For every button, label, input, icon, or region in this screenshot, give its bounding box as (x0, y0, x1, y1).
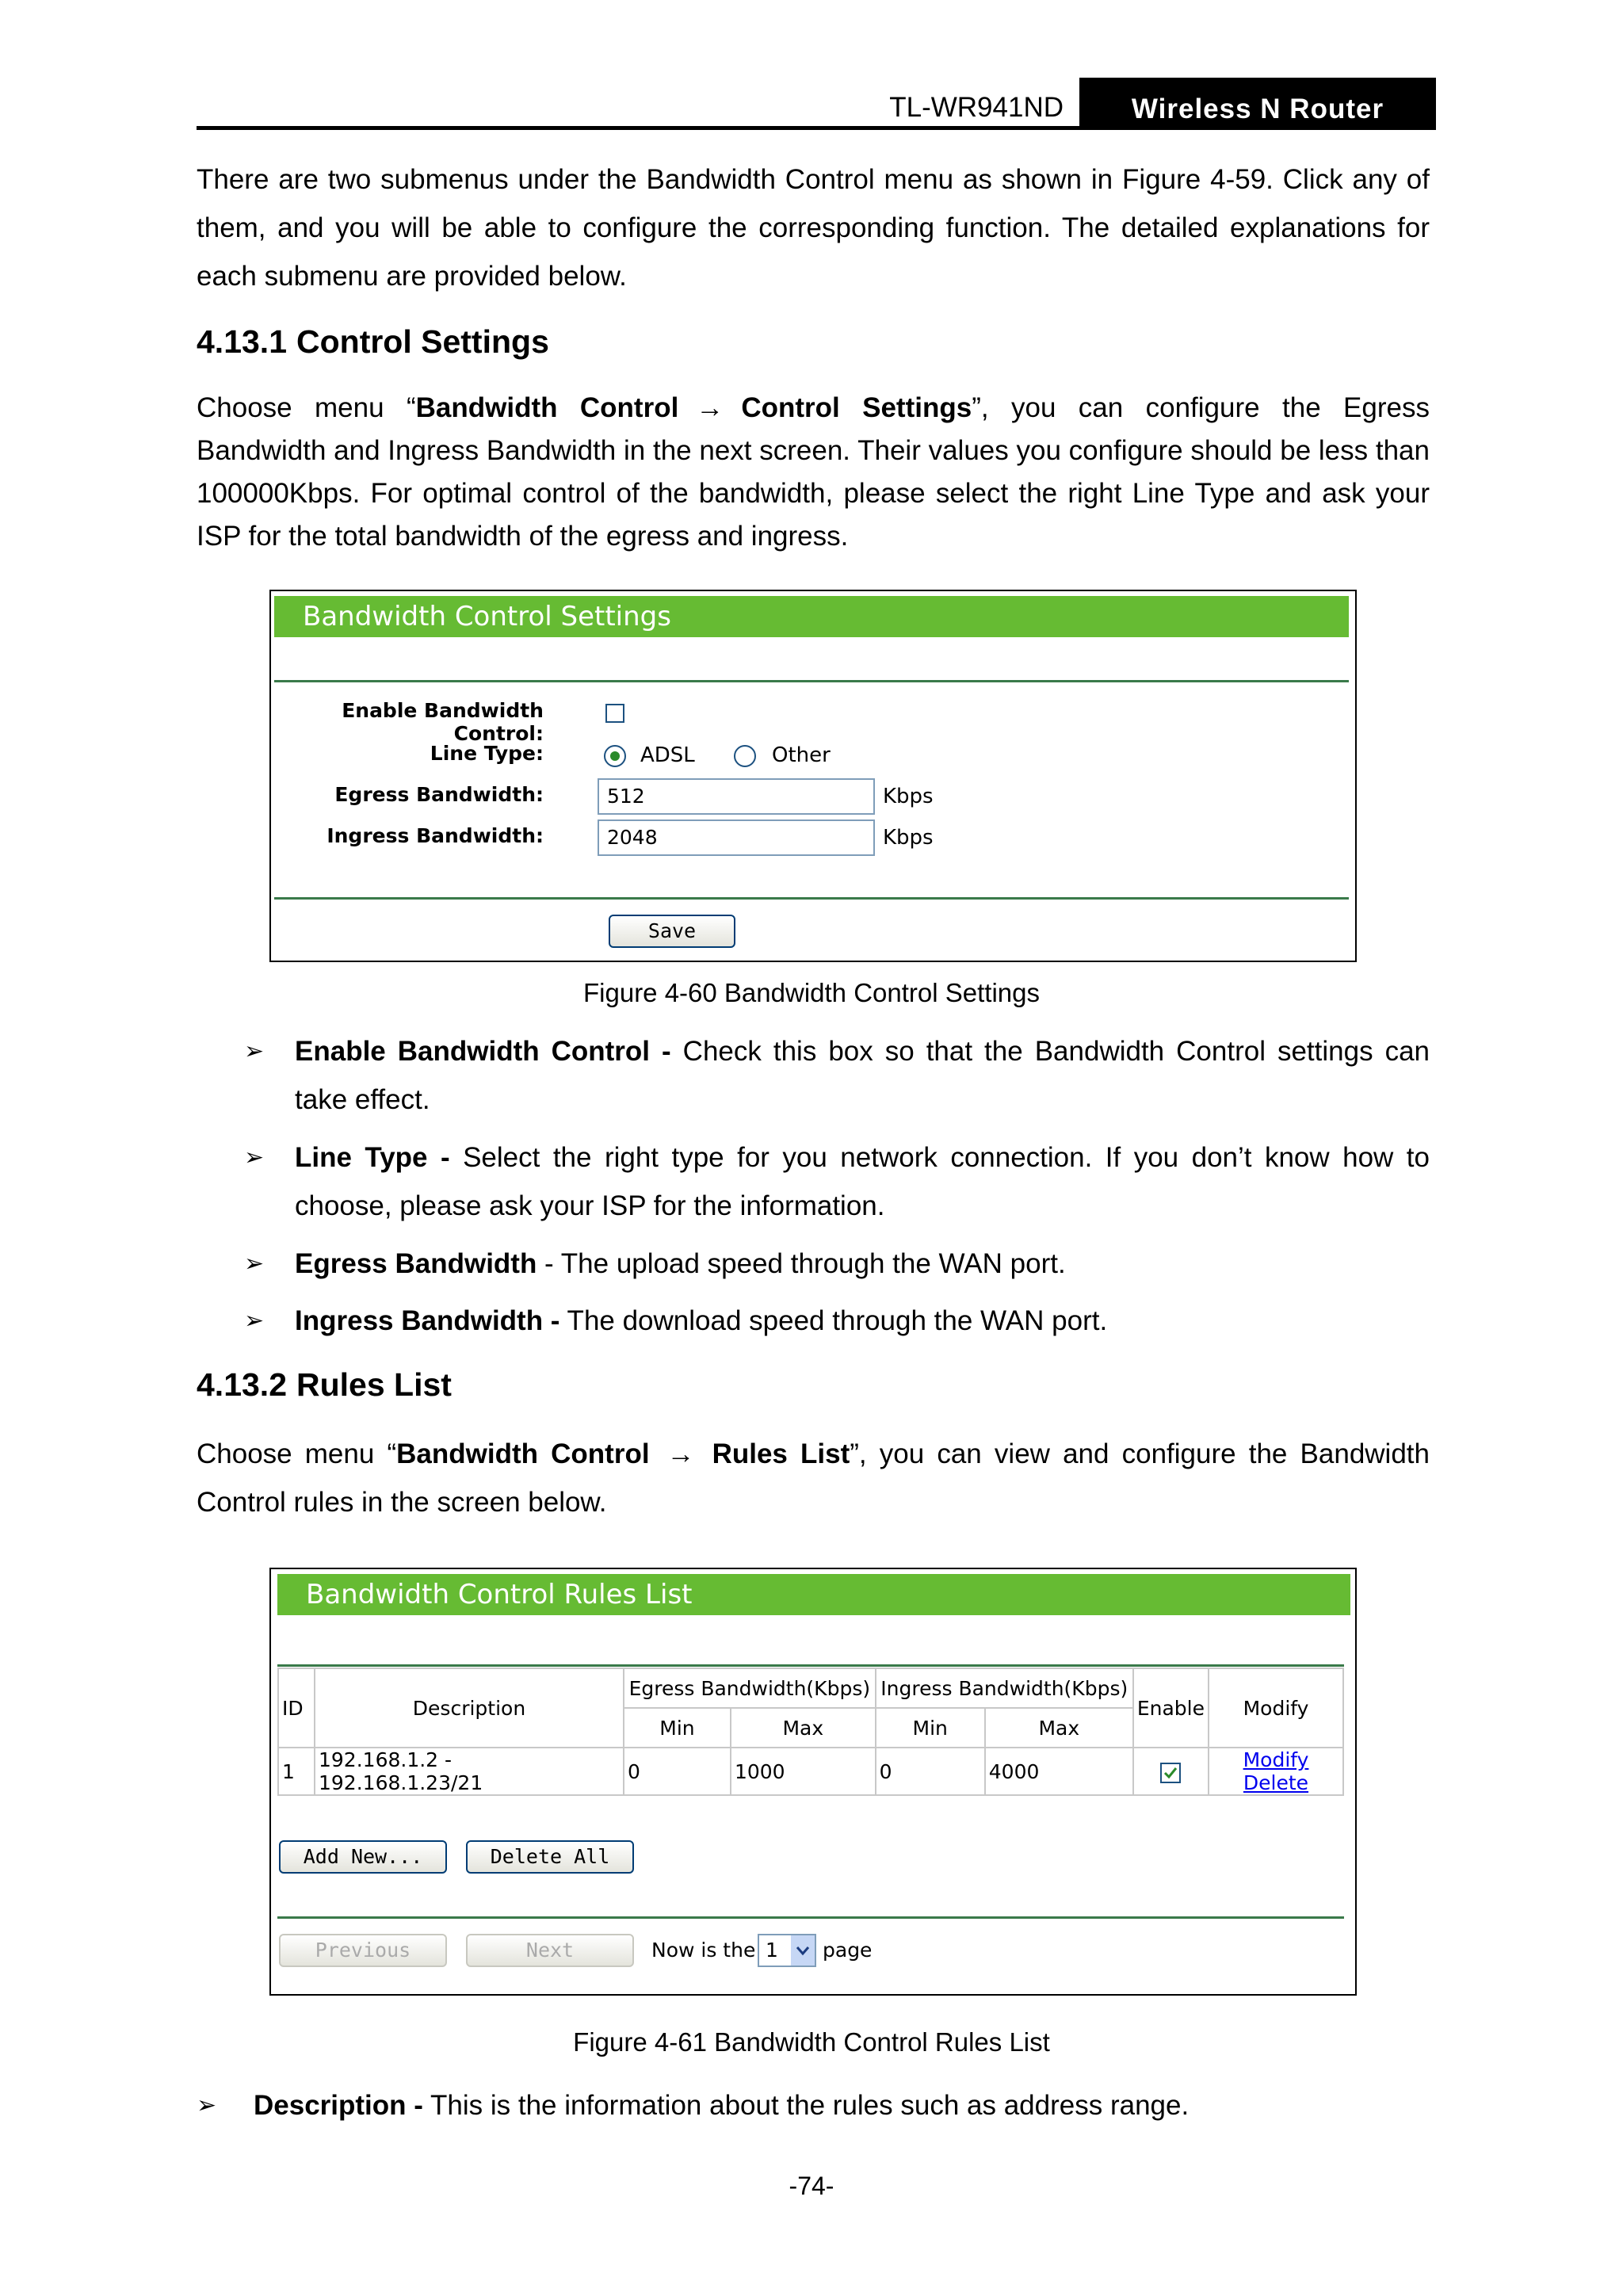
figure-bandwidth-control-rules-list (269, 1568, 1357, 1996)
check-icon (1163, 1765, 1178, 1781)
header-description: Description (315, 1668, 624, 1748)
header-ingress-max: Max (985, 1708, 1133, 1748)
text: ”, you can configure the Egress Bandwidth and Ingress Bandwidth in the next screen. Their values you configure should be less than 100000Kbps. For optimal control of the bandwidth, please select the right Line Type and ask your ISP for the total bandwidth of the egress and ingress. (197, 392, 1430, 552)
section-number: 4.13.2 (197, 1366, 287, 1403)
bullet-term: Enable Bandwidth Control - (295, 1036, 671, 1067)
header-egress: Egress Bandwidth(Kbps) (624, 1668, 876, 1708)
page-number: -74- (789, 2172, 834, 2200)
cell-egress-max: 1000 (731, 1748, 876, 1795)
add-new-button[interactable]: Add New... (279, 1840, 447, 1874)
modify-link[interactable]: Modify (1243, 1748, 1309, 1771)
bullet-term: Egress Bandwidth (295, 1248, 537, 1279)
egress-input[interactable]: 512 (598, 778, 875, 815)
bullet-ingress-bandwidth (244, 1297, 1430, 1345)
bullet-term: Line Type - (295, 1142, 450, 1173)
page-select[interactable] (758, 1934, 816, 1967)
cell-ingress-min: 0 (876, 1748, 985, 1795)
menu-rules-list: Rules List (712, 1438, 850, 1469)
bullet-description (197, 2081, 1227, 2130)
bullet-egress-bandwidth (244, 1240, 1430, 1288)
ingress-label: Ingress Bandwidth: (327, 824, 544, 847)
page-label: page (823, 1939, 873, 1962)
cell-description: 192.168.1.2 - 192.168.1.23/21 (315, 1748, 624, 1795)
header-id: ID (278, 1668, 315, 1748)
divider (277, 1664, 1344, 1667)
other-radio[interactable] (734, 745, 756, 767)
table-header-row (278, 1668, 1343, 1708)
enable-checkbox[interactable] (605, 704, 624, 723)
divider (274, 897, 1349, 900)
menu-control-settings: Control Settings (741, 392, 972, 423)
save-button[interactable]: Save (609, 915, 735, 948)
arrow-icon: → (696, 392, 724, 423)
bullet-enable-bandwidth-control (244, 1027, 1430, 1124)
bullet-text: Check this box so that the Bandwidth Control settings can take effect. (295, 1036, 1430, 1115)
page-header (197, 76, 1436, 130)
bullet-text: Select the right type for you network connection. If you don’t know how to choose, please ask your ISP for the information. (295, 1142, 1430, 1221)
divider (277, 1916, 1344, 1919)
egress-label: Egress Bandwidth: (334, 783, 544, 806)
line-type-label: Line Type: (430, 742, 544, 765)
enable-rule-checkbox[interactable] (1160, 1763, 1181, 1783)
product-name: Wireless N Router (1079, 78, 1436, 130)
section-title: Control Settings (296, 323, 549, 360)
figure-bandwidth-control-settings (269, 590, 1357, 962)
ingress-input[interactable]: 2048 (598, 819, 875, 856)
next-button[interactable]: Next (466, 1934, 634, 1967)
figure-title: Bandwidth Control Rules List (277, 1574, 1350, 1615)
enable-label: Enable Bandwidth Control: (342, 699, 544, 745)
control-settings-paragraph (197, 387, 1430, 558)
header-ingress: Ingress Bandwidth(Kbps) (876, 1668, 1133, 1708)
egress-unit: Kbps (883, 785, 934, 808)
ingress-unit: Kbps (883, 826, 934, 850)
intro-paragraph: There are two submenus under the Bandwidth Control menu as shown in Figure 4-59. Click any of them, and you will be able to configure the corresponding function. The detailed explanations for each submenu are provided below. (197, 164, 1430, 292)
other-label: Other (772, 743, 831, 767)
cell-ingress-max: 4000 (985, 1748, 1133, 1795)
rules-table (277, 1668, 1344, 1796)
cell-egress-min: 0 (624, 1748, 731, 1795)
now-is-the-label: Now is the (651, 1939, 756, 1962)
cell-modify (1209, 1748, 1343, 1795)
radio-selected-dot (610, 751, 620, 761)
bullet-term: Description - (254, 2090, 423, 2121)
section-title: Rules List (296, 1366, 452, 1403)
page-select-value: 1 (766, 1939, 778, 1962)
menu-bandwidth-control: Bandwidth Control (415, 392, 679, 423)
chevron-down-icon (791, 1935, 815, 1966)
delete-all-button[interactable]: Delete All (466, 1840, 634, 1874)
header-rule (197, 126, 1436, 130)
bullet-text: The download speed through the WAN port. (559, 1305, 1108, 1336)
adsl-radio[interactable] (604, 745, 626, 767)
bullet-term: Ingress Bandwidth - (295, 1305, 560, 1336)
menu-bandwidth-control: Bandwidth Control (396, 1438, 650, 1469)
cell-enable (1133, 1748, 1209, 1795)
bullet-text: This is the information about the rules such as address range. (422, 2090, 1190, 2121)
header-egress-min: Min (624, 1708, 731, 1748)
arrow-bullet-icon: ➢ (244, 1251, 265, 1277)
previous-button[interactable]: Previous (279, 1934, 447, 1967)
bullet-text: - The upload speed through the WAN port. (537, 1248, 1066, 1279)
table-row (278, 1748, 1343, 1795)
arrow-bullet-icon: ➢ (244, 1144, 265, 1171)
section-heading-control-settings (197, 323, 549, 361)
delete-link[interactable]: Delete (1243, 1771, 1309, 1794)
adsl-label: ADSL (640, 743, 695, 767)
section-number: 4.13.1 (197, 323, 287, 360)
header-ingress-min: Min (876, 1708, 985, 1748)
model-name: TL-WR941ND (889, 92, 1064, 123)
arrow-icon: → (666, 1438, 695, 1469)
arrow-bullet-icon: ➢ (197, 2092, 217, 2118)
header-enable: Enable (1133, 1668, 1209, 1748)
figure-caption: Figure 4-60 Bandwidth Control Settings (583, 978, 1040, 1007)
header-egress-max: Max (731, 1708, 876, 1748)
figure-title: Bandwidth Control Settings (274, 596, 1349, 637)
header-modify: Modify (1209, 1668, 1343, 1748)
bullet-line-type (244, 1133, 1430, 1230)
arrow-bullet-icon: ➢ (244, 1038, 265, 1064)
section-heading-rules-list (197, 1366, 452, 1404)
text: Choose menu “ (197, 1438, 397, 1469)
text: ”, you can view and configure the Bandwidth Control rules in the screen below. (197, 1438, 1430, 1518)
text: Choose menu “ (197, 392, 416, 423)
rules-list-paragraph (197, 1430, 1430, 1526)
divider (274, 680, 1349, 682)
cell-id: 1 (278, 1748, 315, 1795)
arrow-bullet-icon: ➢ (244, 1308, 265, 1334)
figure-caption: Figure 4-61 Bandwidth Control Rules List (573, 2027, 1050, 2057)
